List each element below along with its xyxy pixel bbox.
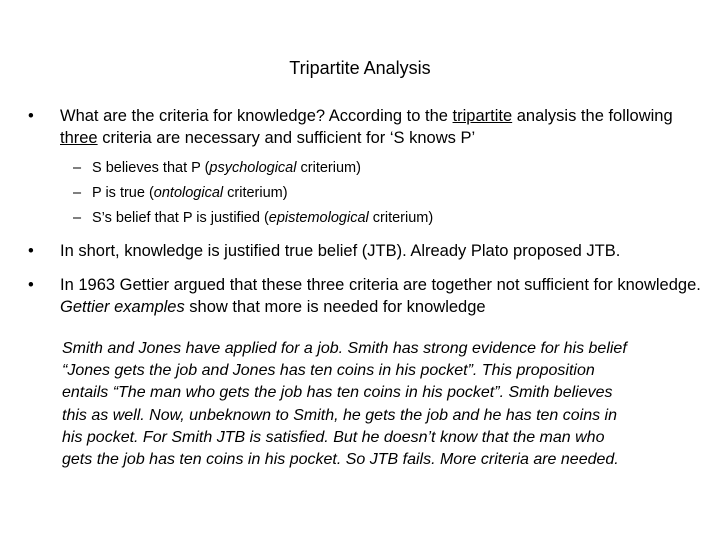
- bullet-criteria: [28, 105, 704, 149]
- example-line: his pocket. For Smith JTB is satisfied. But he doesn’t know that the man who: [62, 428, 605, 446]
- example-line: Smith and Jones have applied for a job. Smith has strong evidence for his belief: [62, 340, 627, 357]
- bullet-jtb: [28, 240, 704, 262]
- underlined-term: three: [60, 129, 98, 147]
- bullet-gettier: [28, 274, 704, 318]
- bullet-marker: •: [28, 107, 34, 125]
- sub-item-ontological: [73, 182, 693, 204]
- underlined-term: tripartite: [452, 107, 513, 125]
- bullet-marker: •: [28, 276, 34, 294]
- sub-item-marker: –: [73, 185, 82, 201]
- gettier-example: [62, 338, 712, 471]
- sub-item-text: P is true (ontological criterium): [92, 185, 288, 201]
- sub-item-text: S believes that P (psychological criterium): [92, 160, 361, 176]
- bullet-text: What are the criteria for knowledge? According to the tripartite analysis the following three criteria are necessary and sufficient for ‘S knows P’: [60, 107, 673, 147]
- bullet-text: In short, knowledge is justified true belief (JTB). Already Plato proposed JTB.: [60, 242, 621, 260]
- sub-item-marker: –: [73, 210, 82, 226]
- example-line: this as well. Now, unbeknown to Smith, he gets the job and he has ten coins in: [62, 406, 617, 424]
- bullet-marker: •: [28, 242, 34, 260]
- example-line: entails “The man who gets the job has ten coins in his pocket”. Smith believes: [62, 384, 613, 402]
- example-line: gets the job has ten coins in his pocket. So JTB fails. More criteria are needed.: [62, 451, 619, 469]
- sub-item-marker: –: [73, 160, 82, 176]
- bullet-text: In 1963 Gettier argued that these three criteria are together not sufficient for knowledge. Gettier examples show that more is needed for knowledge: [60, 276, 701, 316]
- italic-term: Gettier examples: [60, 298, 185, 316]
- sub-item-epistemological: [73, 207, 693, 229]
- sub-item-psychological: [73, 157, 693, 179]
- slide-title: Tripartite Analysis: [289, 58, 431, 78]
- sub-item-text: S’s belief that P is justified (epistemological criterium): [92, 210, 434, 226]
- example-line: “Jones gets the job and Jones has ten coins in his pocket”. This proposition: [62, 362, 595, 380]
